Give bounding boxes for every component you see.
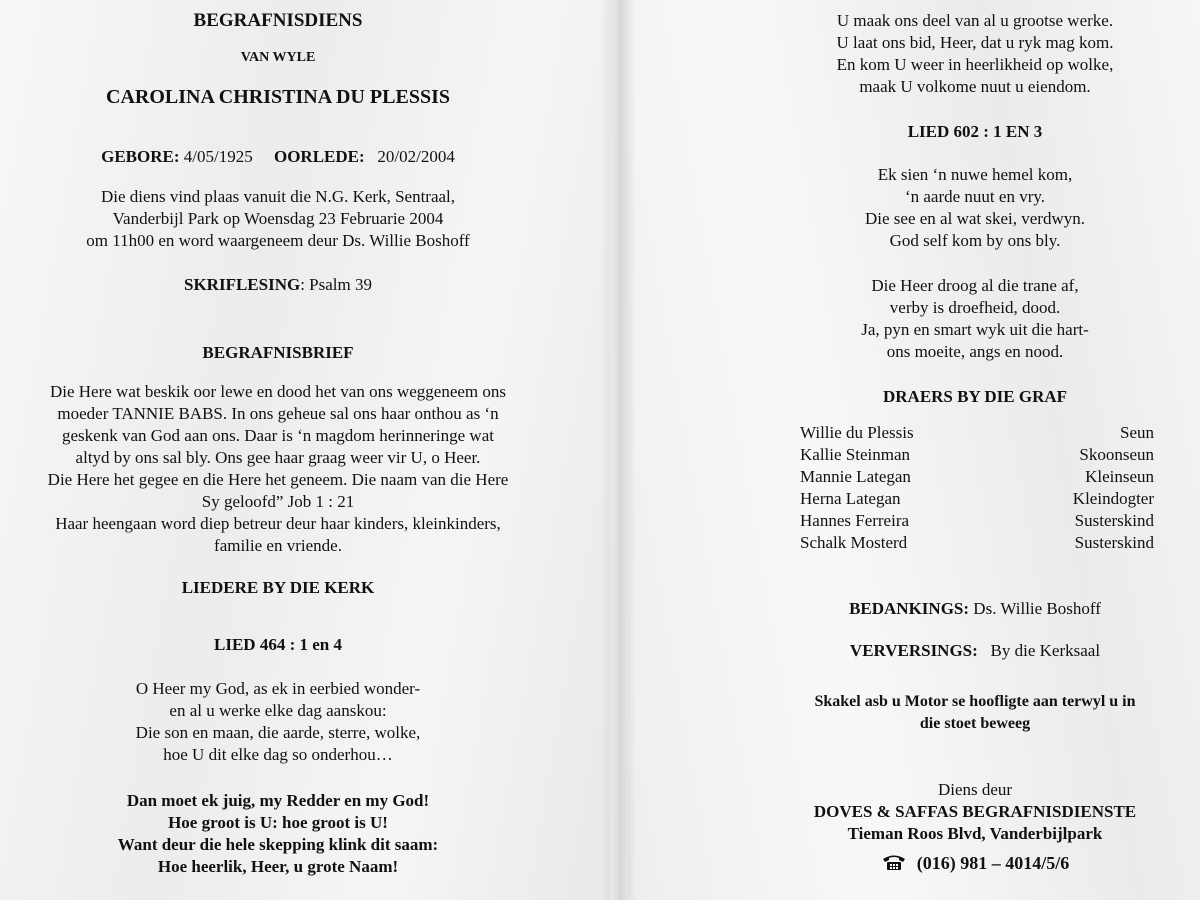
hymn-line: U maak ons deel van al u grootse werke. xyxy=(836,11,1114,30)
bearer-name: Willie du Plessis xyxy=(800,423,914,442)
hymn2-heading: LIED 602 : 1 EN 3 xyxy=(907,122,1043,141)
hymn-heading: LIED 464 : 1 en 4 xyxy=(214,635,342,654)
table-row xyxy=(800,422,1154,444)
notice-line: die stoet beweeg xyxy=(919,715,1031,732)
hymn-line: En kom U weer in heerlikheid op wolke, xyxy=(836,55,1114,74)
table-row xyxy=(800,488,1154,510)
born-date: 4/05/1925 xyxy=(183,147,253,166)
bearer-relation: Kleinseun xyxy=(1085,467,1154,486)
bearers-table xyxy=(800,422,1154,554)
hymn2-line: ons moeite, angs en nood. xyxy=(886,342,1064,361)
hymn-line: O Heer my God, as ek in eerbied wonder- xyxy=(135,679,421,698)
bearer-name: Mannie Lategan xyxy=(800,467,911,486)
scripture-reading xyxy=(0,274,556,296)
service-line: om 11h00 en word waargeneem deur Ds. Willie Boshoff xyxy=(86,231,470,250)
hymn-line: Die son en maan, die aarde, sterre, wolke, xyxy=(135,723,421,742)
refresh-label: VERVERSINGS: xyxy=(849,641,978,660)
bearer-relation: Susterskind xyxy=(1074,533,1154,552)
letter-line: Sy geloofd” Job 1 : 21 xyxy=(201,492,355,511)
hymn-line: hoe U dit elke dag so onderhou… xyxy=(163,745,393,764)
table-row xyxy=(800,510,1154,532)
bearer-name: Hannes Ferreira xyxy=(800,511,910,530)
hymn2-line: Ek sien ‘n nuwe hemel kom, xyxy=(877,165,1073,184)
hymn2-verse-2 xyxy=(770,275,1180,363)
letter-line: Die Here het gegee en die Here het geneem. Die naam van die Here xyxy=(47,470,509,489)
headlights-notice xyxy=(770,691,1180,735)
bearer-relation: Seun xyxy=(1120,423,1154,442)
hymn2-verse-1 xyxy=(770,164,1180,252)
phone-number: (016) 981 – 4014/5/6 xyxy=(916,853,1070,873)
thanks-line xyxy=(770,598,1180,620)
refreshments-line xyxy=(770,640,1180,662)
company-address: Tieman Roos Blvd, Vanderbijlpark xyxy=(847,824,1103,843)
hymn-continuation xyxy=(770,10,1180,98)
bearer-name: Schalk Mosterd xyxy=(800,533,908,552)
hymn-line: U laat ons bid, Heer, dat u ryk mag kom. xyxy=(836,33,1114,52)
letter-line: moeder TANNIE BABS. In ons geheue sal ons haar onthou as ‘n xyxy=(57,404,499,423)
table-row xyxy=(800,466,1154,488)
hymn2-line: God self kom by ons bly. xyxy=(889,231,1061,250)
page-fold xyxy=(600,0,636,900)
hymn2-line: Ja, pyn en smart wyk uit die hart- xyxy=(861,320,1089,339)
hymn2-line: verby is droefheid, dood. xyxy=(889,298,1061,317)
bearer-relation: Skoonseun xyxy=(1079,445,1154,464)
bearer-relation: Susterskind xyxy=(1074,511,1154,530)
deceased-name: CAROLINA CHRISTINA DU PLESSIS xyxy=(106,86,450,108)
service-line: Vanderbijl Park op Woensdag 23 Februarie 2004 xyxy=(112,209,444,228)
funeral-letter xyxy=(0,381,556,557)
hymn-chorus xyxy=(0,790,556,878)
reading-value: : Psalm 39 xyxy=(300,275,372,294)
hymn-line: en al u werke elke dag aanskou: xyxy=(169,701,387,720)
bearer-name: Herna Lategan xyxy=(800,489,901,508)
document-title: BEGRAFNISDIENS xyxy=(193,10,363,31)
service-by: Diens deur xyxy=(937,780,1013,799)
letter-line: Haar heengaan word diep betreur deur haar kinders, kleinkinders, xyxy=(55,514,501,533)
company-name: DOVES & SAFFAS BEGRAFNISDIENSTE xyxy=(813,802,1137,821)
letter-line: altyd by ons sal bly. Ons gee haar graag weer vir U, o Heer. xyxy=(75,448,481,467)
chorus-line: Hoe groot is U: hoe groot is U! xyxy=(168,813,388,832)
hymn2-line: Die Heer droog al die trane af, xyxy=(871,276,1079,295)
letter-line: familie en vriende. xyxy=(214,536,342,555)
chorus-line: Dan moet ek juig, my Redder en my God! xyxy=(126,791,430,810)
died-date: 20/02/2004 xyxy=(377,147,455,166)
songs-heading: LIEDERE BY DIE KERK xyxy=(181,578,375,597)
bearers-heading: DRAERS BY DIE GRAF xyxy=(882,387,1068,406)
thanks-value: Ds. Willie Boshoff xyxy=(973,599,1101,618)
letter-line: Die Here wat beskik oor lewe en dood het van ons weggeneem ons xyxy=(49,382,507,401)
notice-line: Skakel asb u Motor se hoofligte aan terwyl u in xyxy=(814,693,1136,710)
reading-label: SKRIFLESING xyxy=(184,275,301,294)
table-row xyxy=(800,444,1154,466)
letter-line: geskenk van God aan ons. Daar is ‘n magdom herinneringe wat xyxy=(62,426,494,445)
hymn-line: maak U volkome nuut u eiendom. xyxy=(859,77,1091,96)
chorus-line: Hoe heerlik, Heer, u grote Naam! xyxy=(157,857,399,876)
hymn-verse xyxy=(0,678,556,766)
service-details xyxy=(0,186,556,252)
van-wyle: VAN WYLE xyxy=(240,50,316,65)
born-label: GEBORE: xyxy=(101,147,180,166)
letter-heading: BEGRAFNISBRIEF xyxy=(202,343,354,362)
dates-line xyxy=(0,146,556,168)
thanks-label: BEDANKINGS: xyxy=(849,599,970,618)
service-line: Die diens vind plaas vanuit die N.G. Kerk, Sentraal, xyxy=(100,187,456,206)
refresh-value: By die Kerksaal xyxy=(990,641,1101,660)
bearer-relation: Kleindogter xyxy=(1072,489,1154,508)
died-label: OORLEDE: xyxy=(273,147,365,166)
bearer-name: Kallie Steinman xyxy=(800,445,911,464)
table-row xyxy=(800,532,1154,554)
hymn2-line: ‘n aarde nuut en vry. xyxy=(904,187,1046,206)
chorus-line: Want deur die hele skepping klink dit saam: xyxy=(117,835,439,854)
telephone-icon xyxy=(881,853,907,871)
hymn2-line: Die see en al wat skei, verdwyn. xyxy=(865,209,1085,228)
phone-line xyxy=(770,852,1180,874)
